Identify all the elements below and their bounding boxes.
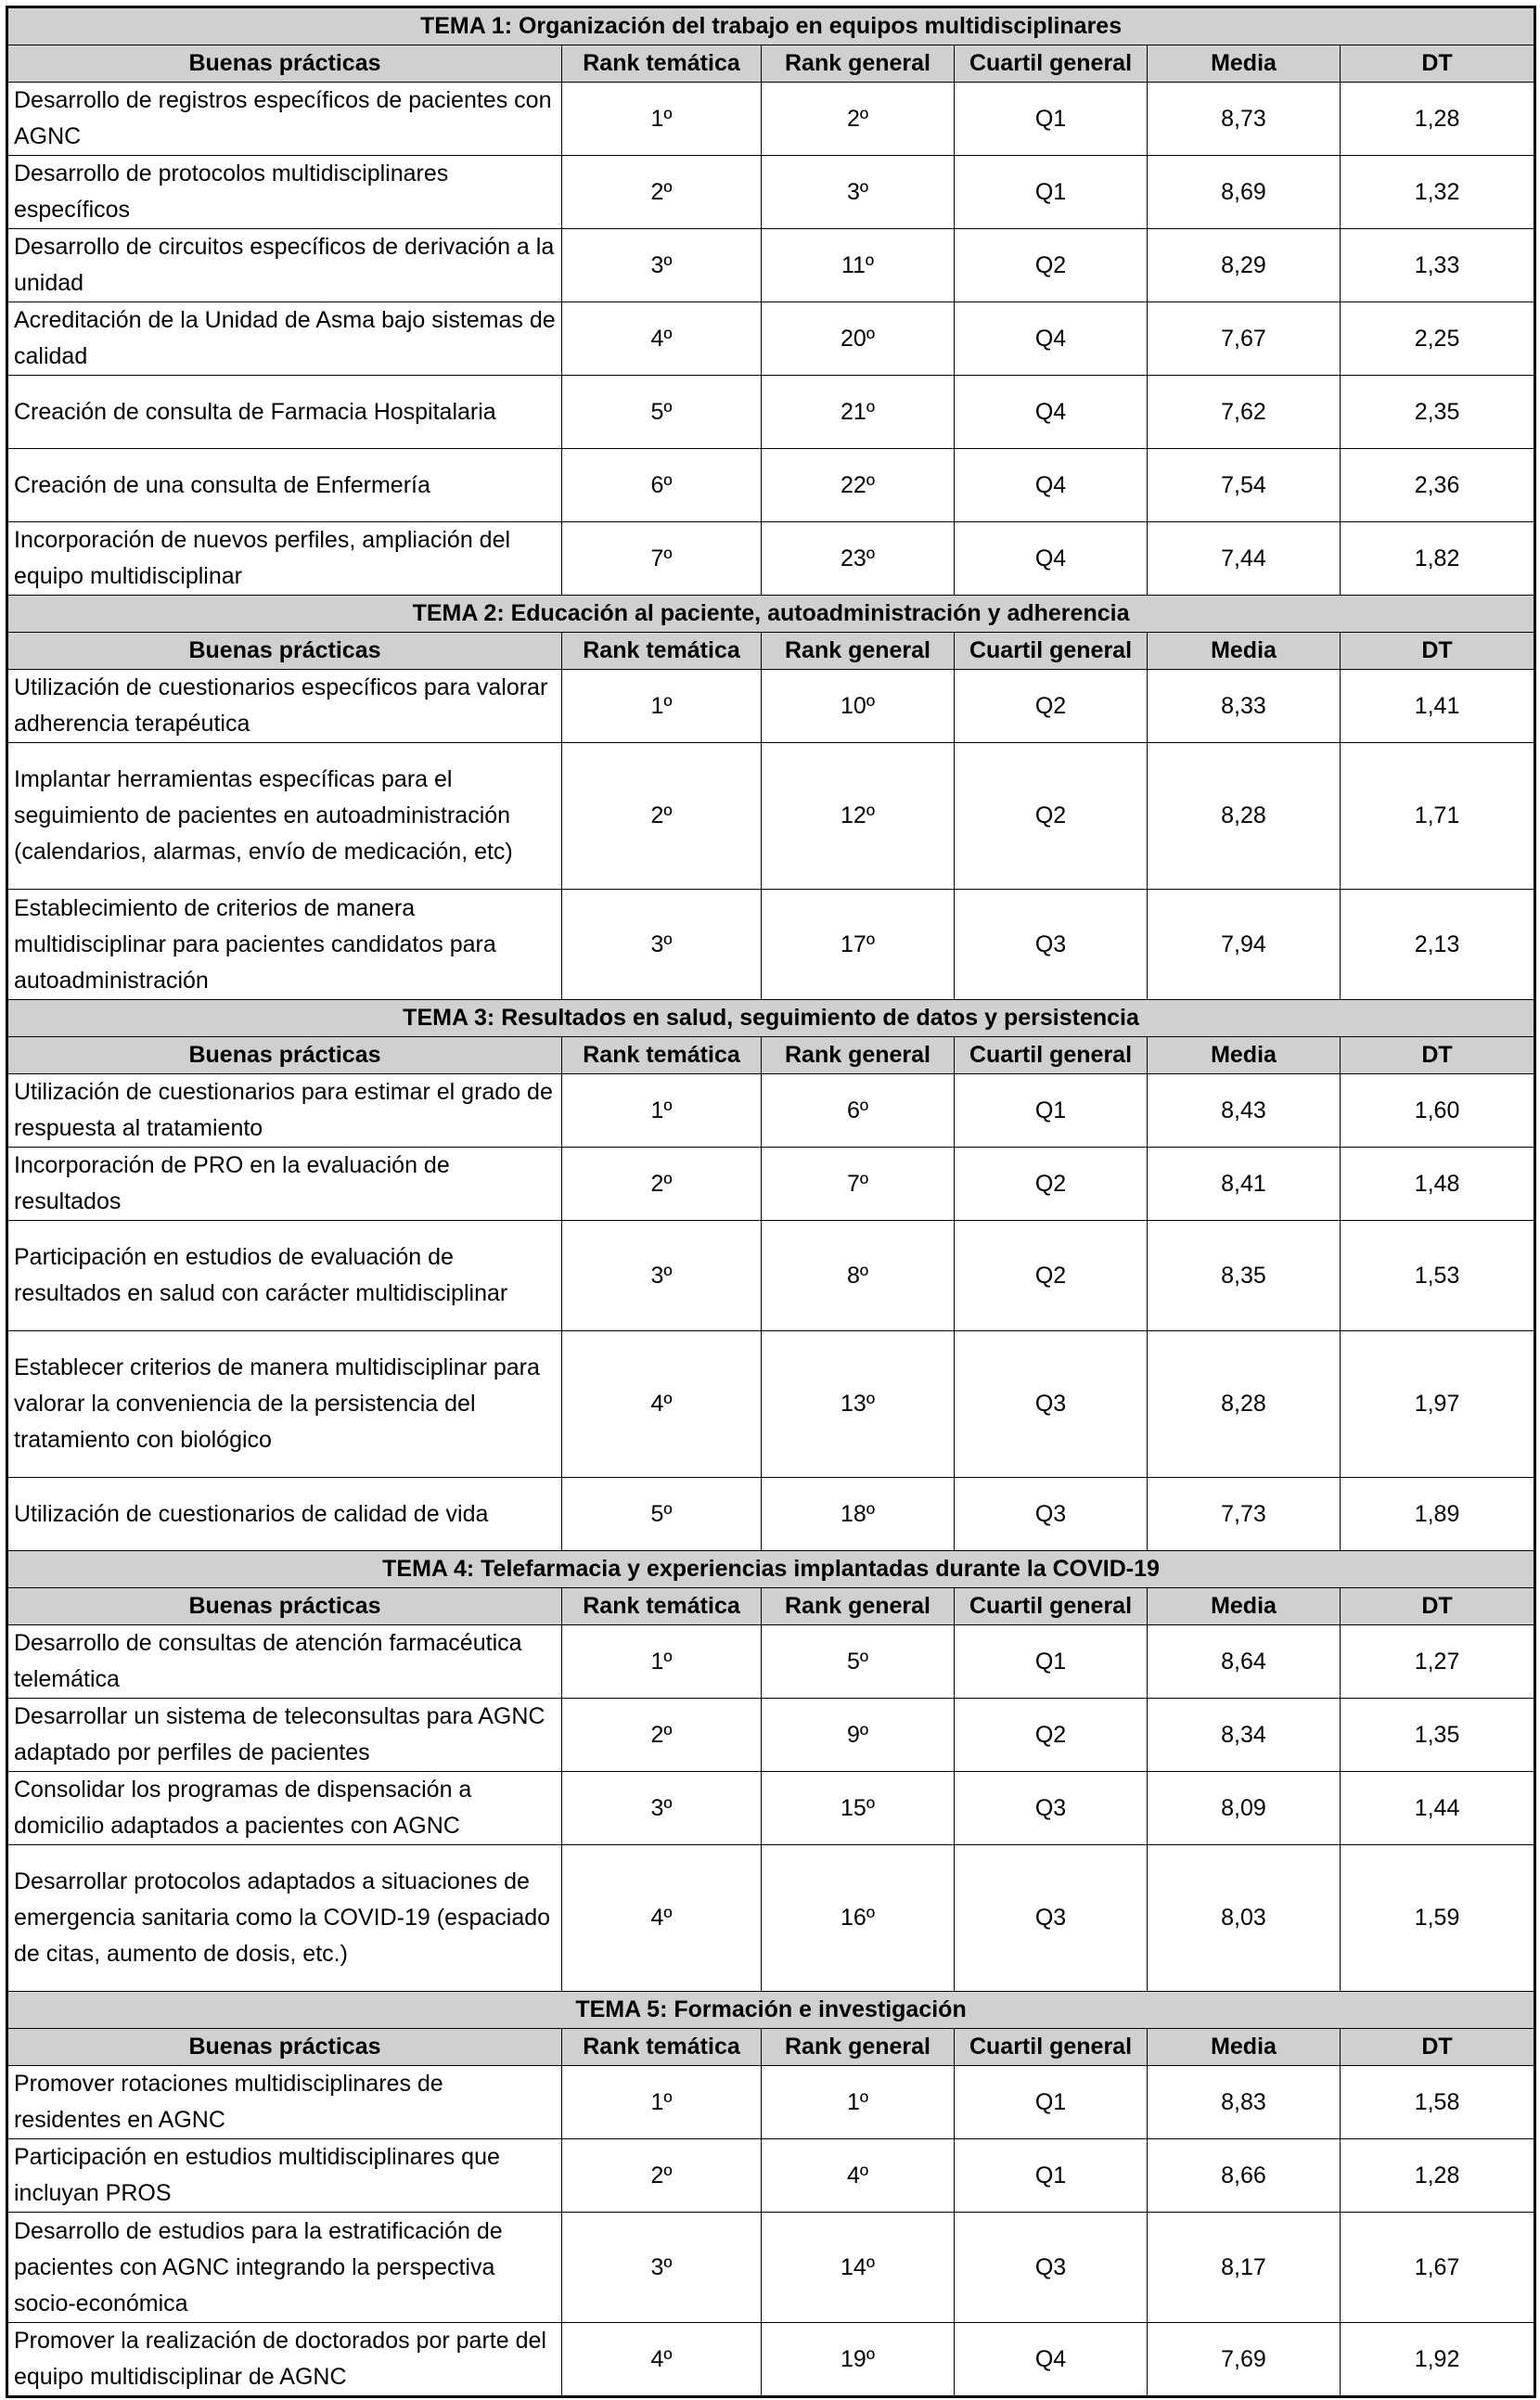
header-rank-tematica: Rank temática	[562, 633, 762, 670]
table-row	[7, 1845, 1535, 1992]
table-row	[7, 1074, 1535, 1148]
header-rank-general: Rank general	[762, 1588, 955, 1625]
practice-cell: Promover la realización de doctorados por parte del equipo multidisciplinar de AGNC	[7, 2323, 562, 2397]
table-row	[7, 1625, 1535, 1699]
header-rank-general: Rank general	[762, 2029, 955, 2066]
practice-cell: Utilización de cuestionarios específicos para valorar adherencia terapéutica	[7, 670, 562, 743]
header-rank-general: Rank general	[762, 1037, 955, 1074]
header-cuartil-general: Cuartil general	[955, 45, 1148, 83]
dt-cell: 1,53	[1341, 1221, 1535, 1331]
cuartil-cell: Q2	[955, 1699, 1148, 1772]
theme-title-row	[7, 1992, 1535, 2029]
rank-tematica-cell: 4º	[562, 302, 762, 376]
media-cell: 8,28	[1148, 743, 1341, 890]
rank-tematica-cell: 6º	[562, 449, 762, 522]
header-dt: DT	[1341, 45, 1535, 83]
table-row	[7, 743, 1535, 890]
rank-tematica-cell: 1º	[562, 2066, 762, 2139]
rank-general-cell: 15º	[762, 1772, 955, 1845]
rank-tematica-cell: 1º	[562, 1625, 762, 1699]
table-body	[7, 7, 1535, 2397]
dt-cell: 2,25	[1341, 302, 1535, 376]
practice-cell: Desarrollo de protocolos multidisciplinares específicos	[7, 156, 562, 229]
rank-tematica-cell: 2º	[562, 2139, 762, 2213]
media-cell: 8,09	[1148, 1772, 1341, 1845]
practice-cell: Consolidar los programas de dispensación a domicilio adaptados a pacientes con AGNC	[7, 1772, 562, 1845]
dt-cell: 1,71	[1341, 743, 1535, 890]
header-cuartil-general: Cuartil general	[955, 633, 1148, 670]
cuartil-cell: Q3	[955, 1845, 1148, 1992]
header-cuartil-general: Cuartil general	[955, 1588, 1148, 1625]
rank-tematica-cell: 3º	[562, 1221, 762, 1331]
rank-general-cell: 8º	[762, 1221, 955, 1331]
rank-tematica-cell: 4º	[562, 1845, 762, 1992]
cuartil-cell: Q4	[955, 2323, 1148, 2397]
cuartil-cell: Q3	[955, 1772, 1148, 1845]
column-header-row	[7, 45, 1535, 83]
media-cell: 8,29	[1148, 229, 1341, 302]
rank-general-cell: 12º	[762, 743, 955, 890]
header-rank-tematica: Rank temática	[562, 2029, 762, 2066]
cuartil-cell: Q2	[955, 1221, 1148, 1331]
cuartil-cell: Q1	[955, 2139, 1148, 2213]
practice-cell: Utilización de cuestionarios para estimar el grado de respuesta al tratamiento	[7, 1074, 562, 1148]
header-rank-tematica: Rank temática	[562, 45, 762, 83]
dt-cell: 1,28	[1341, 2139, 1535, 2213]
practice-cell: Acreditación de la Unidad de Asma bajo sistemas de calidad	[7, 302, 562, 376]
practice-cell: Creación de una consulta de Enfermería	[7, 449, 562, 522]
table-row	[7, 1699, 1535, 1772]
rank-tematica-cell: 7º	[562, 522, 762, 596]
media-cell: 8,17	[1148, 2213, 1341, 2323]
table-row	[7, 376, 1535, 449]
rank-general-cell: 17º	[762, 890, 955, 1000]
table-row	[7, 1478, 1535, 1551]
media-cell: 8,83	[1148, 2066, 1341, 2139]
rank-general-cell: 9º	[762, 1699, 955, 1772]
media-cell: 8,69	[1148, 156, 1341, 229]
header-rank-tematica: Rank temática	[562, 1588, 762, 1625]
practice-cell: Establecimiento de criterios de manera multidisciplinar para pacientes candidatos para autoadministración	[7, 890, 562, 1000]
cuartil-cell: Q4	[955, 376, 1148, 449]
column-header-row	[7, 1588, 1535, 1625]
practice-cell: Participación en estudios multidisciplinares que incluyan PROS	[7, 2139, 562, 2213]
media-cell: 8,03	[1148, 1845, 1341, 1992]
theme-title-row	[7, 596, 1535, 633]
header-dt: DT	[1341, 633, 1535, 670]
media-cell: 8,35	[1148, 1221, 1341, 1331]
cuartil-cell: Q2	[955, 229, 1148, 302]
media-cell: 8,33	[1148, 670, 1341, 743]
header-rank-general: Rank general	[762, 633, 955, 670]
header-dt: DT	[1341, 1588, 1535, 1625]
rank-general-cell: 10º	[762, 670, 955, 743]
theme-title-row	[7, 1000, 1535, 1037]
header-buenas-practicas: Buenas prácticas	[7, 45, 562, 83]
dt-cell: 1,58	[1341, 2066, 1535, 2139]
header-media: Media	[1148, 1588, 1341, 1625]
cuartil-cell: Q2	[955, 1148, 1148, 1221]
rank-general-cell: 14º	[762, 2213, 955, 2323]
practice-cell: Desarrollo de registros específicos de pacientes con AGNC	[7, 83, 562, 156]
table-row	[7, 156, 1535, 229]
rank-general-cell: 7º	[762, 1148, 955, 1221]
table-row	[7, 670, 1535, 743]
dt-cell: 2,13	[1341, 890, 1535, 1000]
media-cell: 8,28	[1148, 1331, 1341, 1478]
theme-title-row	[7, 1551, 1535, 1588]
rank-general-cell: 16º	[762, 1845, 955, 1992]
media-cell: 7,44	[1148, 522, 1341, 596]
header-media: Media	[1148, 633, 1341, 670]
table-row	[7, 2139, 1535, 2213]
theme-title: TEMA 5: Formación e investigación	[7, 1992, 1535, 2029]
header-buenas-practicas: Buenas prácticas	[7, 2029, 562, 2066]
dt-cell: 1,33	[1341, 229, 1535, 302]
practice-cell: Creación de consulta de Farmacia Hospitalaria	[7, 376, 562, 449]
media-cell: 7,62	[1148, 376, 1341, 449]
header-dt: DT	[1341, 2029, 1535, 2066]
theme-title: TEMA 1: Organización del trabajo en equipos multidisciplinares	[7, 7, 1535, 45]
media-cell: 7,69	[1148, 2323, 1341, 2397]
dt-cell: 1,89	[1341, 1478, 1535, 1551]
rank-tematica-cell: 3º	[562, 229, 762, 302]
practice-cell: Desarrollar protocolos adaptados a situaciones de emergencia sanitaria como la COVID-19 (espaciado de citas, aumento de dosis, etc.)	[7, 1845, 562, 1992]
cuartil-cell: Q3	[955, 890, 1148, 1000]
media-cell: 8,73	[1148, 83, 1341, 156]
table-row	[7, 1772, 1535, 1845]
cuartil-cell: Q2	[955, 743, 1148, 890]
dt-cell: 1,32	[1341, 156, 1535, 229]
rank-general-cell: 19º	[762, 2323, 955, 2397]
best-practices-document	[6, 6, 1534, 2398]
practice-cell: Incorporación de PRO en la evaluación de resultados	[7, 1148, 562, 1221]
rank-general-cell: 13º	[762, 1331, 955, 1478]
rank-tematica-cell: 1º	[562, 670, 762, 743]
cuartil-cell: Q1	[955, 2066, 1148, 2139]
header-buenas-practicas: Buenas prácticas	[7, 633, 562, 670]
media-cell: 8,34	[1148, 1699, 1341, 1772]
media-cell: 8,43	[1148, 1074, 1341, 1148]
rank-tematica-cell: 3º	[562, 2213, 762, 2323]
best-practices-table	[6, 6, 1536, 2398]
dt-cell: 1,41	[1341, 670, 1535, 743]
rank-tematica-cell: 1º	[562, 1074, 762, 1148]
practice-cell: Utilización de cuestionarios de calidad de vida	[7, 1478, 562, 1551]
table-row	[7, 890, 1535, 1000]
media-cell: 7,73	[1148, 1478, 1341, 1551]
dt-cell: 2,36	[1341, 449, 1535, 522]
rank-general-cell: 23º	[762, 522, 955, 596]
practice-cell: Desarrollo de circuitos específicos de derivación a la unidad	[7, 229, 562, 302]
practice-cell: Incorporación de nuevos perfiles, ampliación del equipo multidisciplinar	[7, 522, 562, 596]
rank-general-cell: 20º	[762, 302, 955, 376]
table-row	[7, 1148, 1535, 1221]
table-row	[7, 83, 1535, 156]
rank-tematica-cell: 4º	[562, 1331, 762, 1478]
practice-cell: Desarrollo de consultas de atención farmacéutica telemática	[7, 1625, 562, 1699]
practice-cell: Desarrollar un sistema de teleconsultas para AGNC adaptado por perfiles de pacientes	[7, 1699, 562, 1772]
cuartil-cell: Q2	[955, 670, 1148, 743]
table-row	[7, 2323, 1535, 2397]
rank-general-cell: 2º	[762, 83, 955, 156]
dt-cell: 1,92	[1341, 2323, 1535, 2397]
practice-cell: Implantar herramientas específicas para el seguimiento de pacientes en autoadministración (calendarios, alarmas, envío de medicación, etc)	[7, 743, 562, 890]
table-row	[7, 1221, 1535, 1331]
rank-tematica-cell: 2º	[562, 743, 762, 890]
table-row	[7, 2213, 1535, 2323]
practice-cell: Participación en estudios de evaluación de resultados en salud con carácter multidisciplinar	[7, 1221, 562, 1331]
dt-cell: 1,59	[1341, 1845, 1535, 1992]
rank-general-cell: 3º	[762, 156, 955, 229]
rank-tematica-cell: 2º	[562, 1699, 762, 1772]
header-media: Media	[1148, 2029, 1341, 2066]
table-row	[7, 522, 1535, 596]
header-buenas-practicas: Buenas prácticas	[7, 1588, 562, 1625]
column-header-row	[7, 1037, 1535, 1074]
dt-cell: 2,35	[1341, 376, 1535, 449]
dt-cell: 1,35	[1341, 1699, 1535, 1772]
rank-general-cell: 1º	[762, 2066, 955, 2139]
dt-cell: 1,44	[1341, 1772, 1535, 1845]
cuartil-cell: Q3	[955, 2213, 1148, 2323]
rank-tematica-cell: 3º	[562, 890, 762, 1000]
dt-cell: 1,82	[1341, 522, 1535, 596]
header-dt: DT	[1341, 1037, 1535, 1074]
rank-general-cell: 11º	[762, 229, 955, 302]
rank-tematica-cell: 5º	[562, 1478, 762, 1551]
table-row	[7, 449, 1535, 522]
rank-general-cell: 22º	[762, 449, 955, 522]
dt-cell: 1,60	[1341, 1074, 1535, 1148]
dt-cell: 1,67	[1341, 2213, 1535, 2323]
rank-tematica-cell: 3º	[562, 1772, 762, 1845]
cuartil-cell: Q1	[955, 156, 1148, 229]
table-row	[7, 302, 1535, 376]
media-cell: 7,67	[1148, 302, 1341, 376]
theme-title: TEMA 2: Educación al paciente, autoadministración y adherencia	[7, 596, 1535, 633]
rank-tematica-cell: 1º	[562, 83, 762, 156]
rank-general-cell: 5º	[762, 1625, 955, 1699]
table-row	[7, 229, 1535, 302]
cuartil-cell: Q4	[955, 522, 1148, 596]
header-media: Media	[1148, 45, 1341, 83]
header-media: Media	[1148, 1037, 1341, 1074]
theme-title-row	[7, 7, 1535, 45]
cuartil-cell: Q1	[955, 1074, 1148, 1148]
practice-cell: Promover rotaciones multidisciplinares de residentes en AGNC	[7, 2066, 562, 2139]
media-cell: 8,41	[1148, 1148, 1341, 1221]
column-header-row	[7, 633, 1535, 670]
table-row	[7, 2066, 1535, 2139]
rank-general-cell: 18º	[762, 1478, 955, 1551]
column-header-row	[7, 2029, 1535, 2066]
header-rank-tematica: Rank temática	[562, 1037, 762, 1074]
cuartil-cell: Q1	[955, 83, 1148, 156]
cuartil-cell: Q4	[955, 302, 1148, 376]
header-cuartil-general: Cuartil general	[955, 2029, 1148, 2066]
cuartil-cell: Q4	[955, 449, 1148, 522]
cuartil-cell: Q3	[955, 1478, 1148, 1551]
theme-title: TEMA 3: Resultados en salud, seguimiento de datos y persistencia	[7, 1000, 1535, 1037]
dt-cell: 1,48	[1341, 1148, 1535, 1221]
practice-cell: Desarrollo de estudios para la estratificación de pacientes con AGNC integrando la perspectiva socio-económica	[7, 2213, 562, 2323]
header-rank-general: Rank general	[762, 45, 955, 83]
media-cell: 8,64	[1148, 1625, 1341, 1699]
cuartil-cell: Q1	[955, 1625, 1148, 1699]
header-cuartil-general: Cuartil general	[955, 1037, 1148, 1074]
rank-general-cell: 21º	[762, 376, 955, 449]
dt-cell: 1,28	[1341, 83, 1535, 156]
cuartil-cell: Q3	[955, 1331, 1148, 1478]
table-row	[7, 1331, 1535, 1478]
theme-title: TEMA 4: Telefarmacia y experiencias implantadas durante la COVID-19	[7, 1551, 1535, 1588]
rank-general-cell: 6º	[762, 1074, 955, 1148]
practice-cell: Establecer criterios de manera multidisciplinar para valorar la conveniencia de la persistencia del tratamiento con biológico	[7, 1331, 562, 1478]
dt-cell: 1,97	[1341, 1331, 1535, 1478]
rank-tematica-cell: 5º	[562, 376, 762, 449]
rank-tematica-cell: 2º	[562, 1148, 762, 1221]
rank-tematica-cell: 4º	[562, 2323, 762, 2397]
dt-cell: 1,27	[1341, 1625, 1535, 1699]
media-cell: 7,54	[1148, 449, 1341, 522]
media-cell: 8,66	[1148, 2139, 1341, 2213]
rank-tematica-cell: 2º	[562, 156, 762, 229]
header-buenas-practicas: Buenas prácticas	[7, 1037, 562, 1074]
media-cell: 7,94	[1148, 890, 1341, 1000]
rank-general-cell: 4º	[762, 2139, 955, 2213]
